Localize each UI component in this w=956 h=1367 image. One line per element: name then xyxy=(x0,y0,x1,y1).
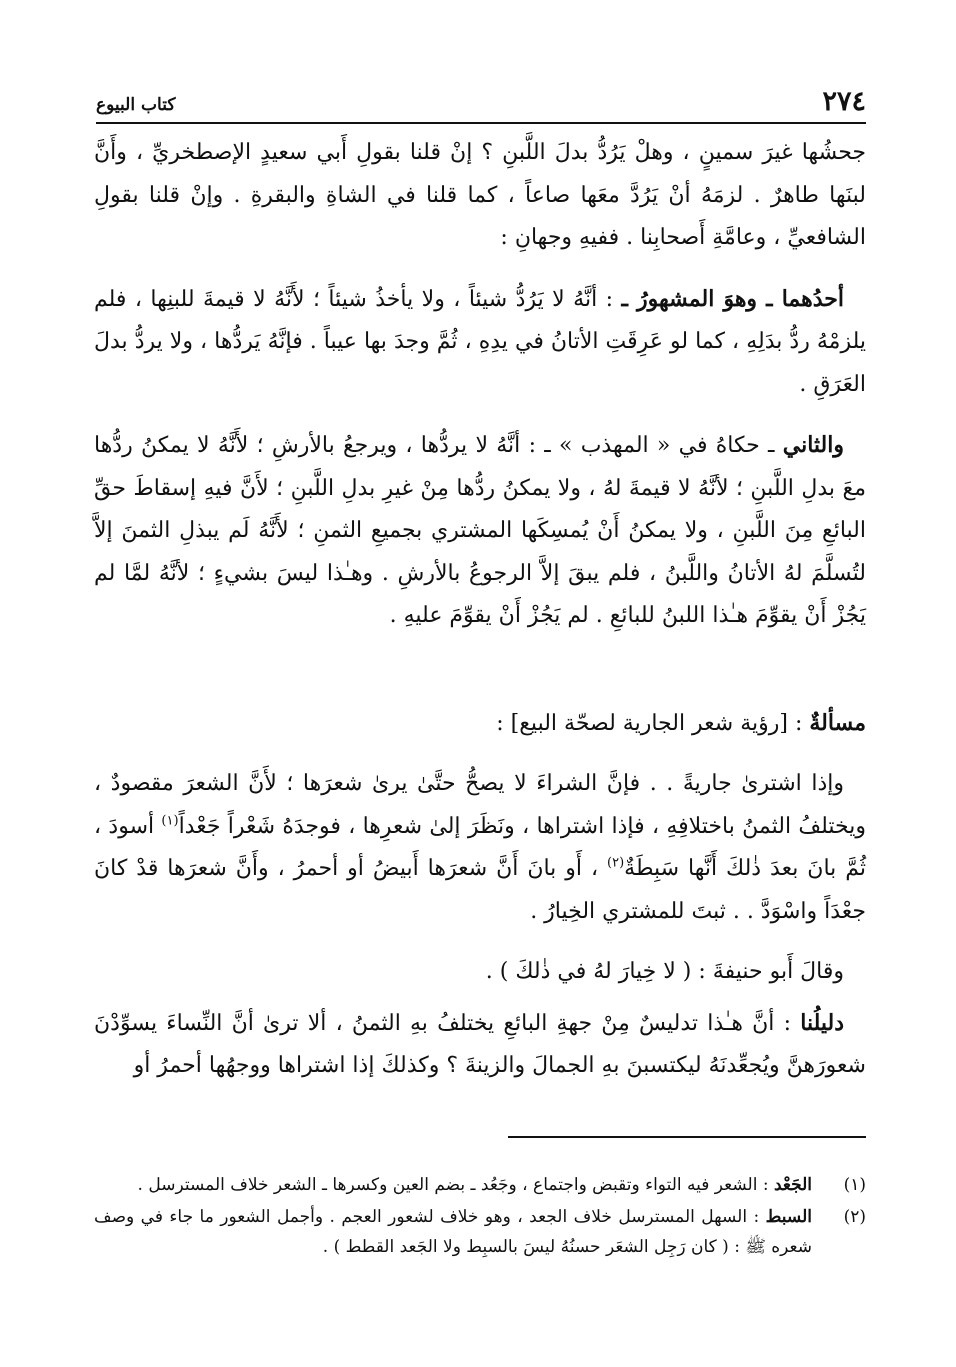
footnotes xyxy=(94,1170,866,1264)
footnote-number: (١) xyxy=(843,1175,866,1195)
page-number: ٢٧٤ xyxy=(822,86,866,117)
footnote-marker-1[interactable]: (١) xyxy=(161,813,179,829)
paragraph-abu-hanifa: وقالَ أَبو حنيفةَ : ( لا خِيارَ لهُ في ذٰلكَ ) . xyxy=(485,959,844,984)
masala-text-part2: أسودَ ، ثُمَّ بانَ بعدَ ذٰلكَ أَنَّها سَبِطَةٌ xyxy=(94,813,866,881)
footnote-text: : الشعر فيه التواء وتقبض واجتماع ، وجَعُد ـ بضم العين وكسرها ـ الشعر خلاف المسترسل . xyxy=(137,1175,774,1195)
paragraph-evidence xyxy=(94,1002,866,1088)
main-text xyxy=(94,132,866,1106)
masala-text-part1: وإذا اشترىٰ جاريةً . . فإنَّ الشراءَ لا يصحُّ حتَّىٰ يرىٰ شعرَها ؛ لأَنَّ الشعرَ مقصودٌ ، ويختلفُ الثمنُ باختلافِهِ ، فإذا اشتراها ، ونَظَرَ إلىٰ شعرِها ، فوجدَهُ شَعْراً جَعْداً xyxy=(94,771,867,839)
footnote-1 xyxy=(94,1170,866,1200)
footnote-term: السبط xyxy=(765,1207,812,1227)
footnote-separator xyxy=(508,1136,866,1138)
paragraph-first-view xyxy=(94,278,866,407)
masala-heading xyxy=(94,702,866,746)
masala-title: : [رؤية شعر الجارية لصحّة البيع] : xyxy=(496,710,810,736)
first-view-lead: أحدُهما ـ وهوَ المشهورُ ـ xyxy=(621,285,844,312)
footnote-term: الجَعْد xyxy=(773,1175,812,1195)
paragraph-1: جحشُها غيرَ سمينٍ ، وهلْ يَرُدُّ بدلَ اللَّبنِ ؟ إنْ قلنا بقولِ أَبي سعيدٍ الإصطخريِّ ، وأَنَّ لبنَها طاهرٌ . لزمَهُ أنْ يَرُدَّ معَها صاعاً ، كما قلنا في الشاةِ والبقرةِ . وإنْ قلنا بقولِ الشافعيِّ ، وعامَّةِ أَصحابِنا . ففيهِ وجهانِ : xyxy=(94,140,866,250)
footnote-2 xyxy=(94,1202,866,1262)
masala-label: مسألةٌ xyxy=(809,709,866,736)
footnote-marker-2[interactable]: (٢) xyxy=(607,855,625,871)
footnote-number: (٢) xyxy=(843,1207,866,1227)
evidence-text: : أنَّ هـٰذا تدليسٌ مِنْ جهةِ البائعِ يختلفُ بهِ الثمنُ ، ألا ترىٰ أنَّ النِّساءَ يسوِّدْنَ شعورَهنَّ ويُجعِّدنَهُ ليكتسبنَ بهِ الجمالَ والزينةَ ؟ وكذلكَ إذا اشتراها ووجهُها أحمرُ أو xyxy=(94,1010,866,1078)
first-view-text: : أنَّهُ لا يَرُدُّ شيئاً ، ولا يأخذُ شيئاً ؛ لأَنَّهُ لا قيمةَ للبنِها ، فلم يلزمْهُ ردُّ بدَلِهِ ، كما لو عَرِقَتِ الأتانُ في يدِهِ ، ثُمَّ وجدَ بها عيباً . فإنَّهُ يَردُّها ، ولا يردُّ بدلَ العَرَقِ . xyxy=(94,286,866,397)
second-view-lead: والثاني xyxy=(782,432,844,458)
book-title: كتاب البيوع xyxy=(96,95,176,115)
paragraph-masala xyxy=(94,763,866,933)
running-header xyxy=(96,82,866,124)
footnote-text: : السهل المسترسل خلاف الجعد ، وهو خلاف لشعور العجم . وأجمل الشعور ما جاء في وصف شعره ﷺ : ( كان رَجِل الشعَر حسنُهُ ليسَ بالسبِط ولا الجَعد القطط ) . xyxy=(94,1207,812,1257)
second-view-text: ـ حكاهُ في « المهذب » ـ : أنَّهُ لا يردُّها ، ويرجعُ بالأرشِ ؛ لأَنَّهُ لا يمكنُ ردُّها معَ بدلِ اللَّبنِ ؛ لأنَّهُ لا قيمةَ لهُ ، ولا يمكنُ ردُّها مِنْ غيرِ بدلِ اللَّبنِ ؛ لأَنَّ فيهِ إسقاطَ حقِّ البائعِ مِنَ اللَّبنِ ، ولا يمكنُ أَنْ يُمسِكَها المشتري بجميعِ الثمنِ ؛ لأَنَّهُ لَم يبذلِ الثمنَ إلاَّ لتُسلَّمَ لهُ الأتانُ واللَّبنُ ، فلم يبقَ إلاَّ الرجوعُ بالأرشِ . وهـٰذا ليسَ بشيءٍ ؛ لأنَّهُ لمَّا لم يَجُزْ أَنْ يقوِّمَ هـٰذا اللبنُ للبائعِ . لم يَجُزْ أَنْ يقوِّمَ عليهِ . xyxy=(94,433,866,628)
masala-text-part3: ، أَو بانَ أَنَّ شعرَها أَبيضُ أو أحمرُ ، وأَنَّ شعرَها قدْ كانَ جعْدَاً واسْوَدَّ . . ثبتَ للمشتري الخِيارُ . xyxy=(94,856,866,924)
evidence-lead: دليلُنا xyxy=(800,1009,844,1036)
paragraph-second-view xyxy=(94,424,866,638)
